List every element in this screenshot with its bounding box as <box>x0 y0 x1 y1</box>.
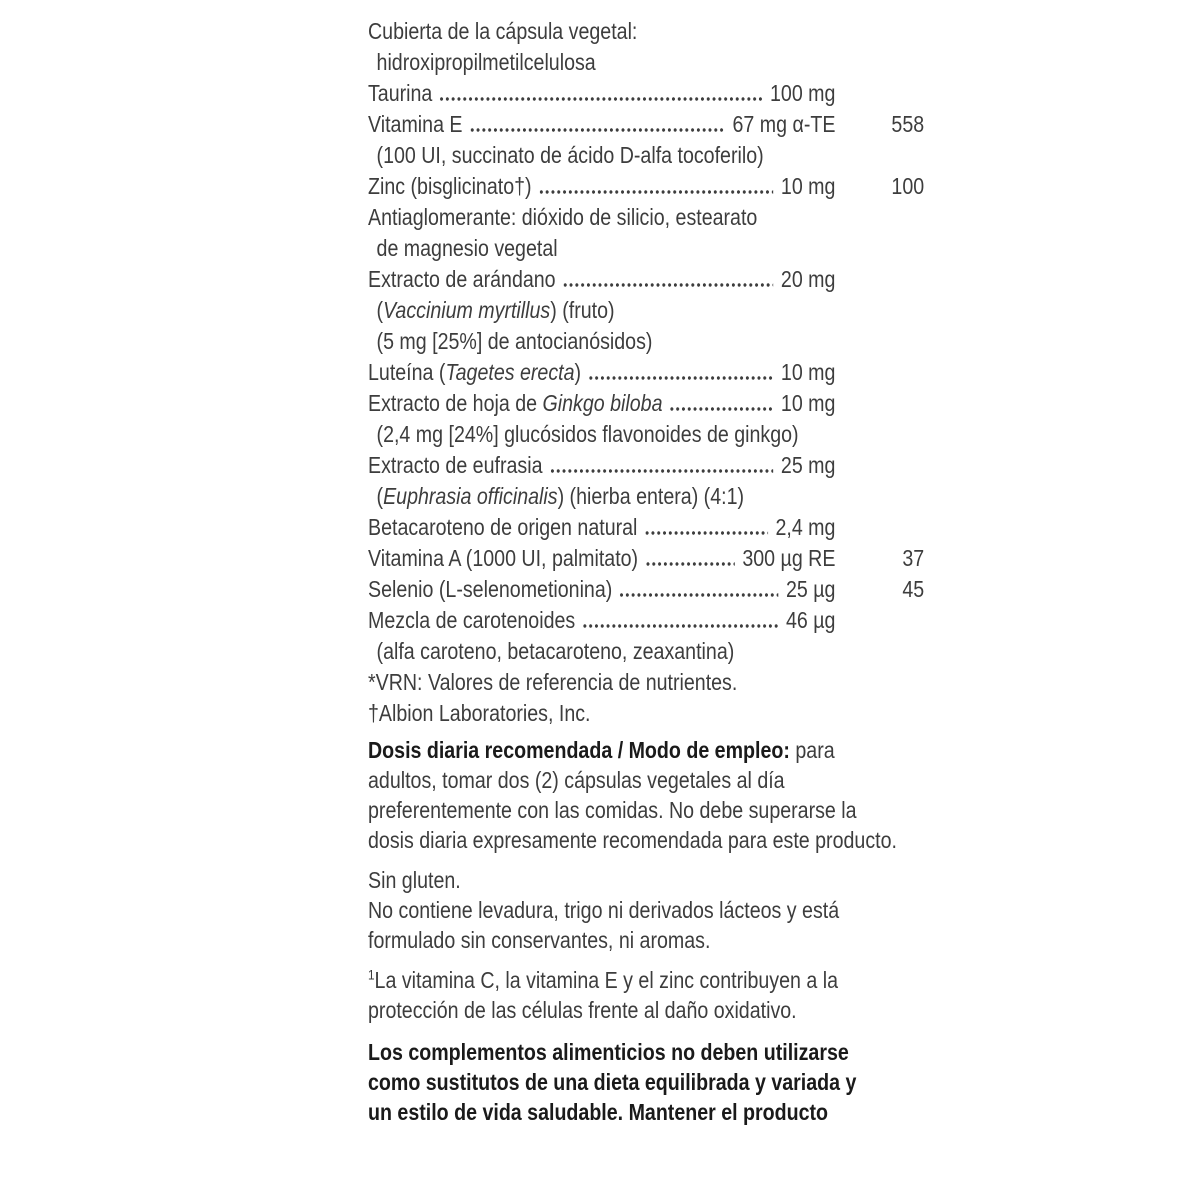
dotted-leader <box>646 562 735 566</box>
regular-text: adultos, tomar dos (2) cápsulas vegetales al día <box>368 767 785 793</box>
ingredient-name-text: hidroxipropilmetilcelulosa <box>376 49 596 75</box>
ingredient-name <box>377 140 764 171</box>
regular-text: preferentemente con las comidas. No debe superarse la <box>368 797 857 823</box>
bold-text: Los complementos alimenticios no deben utilizarse <box>368 1039 849 1065</box>
text-line <box>368 1067 924 1097</box>
species-name: Euphrasia officinalis <box>383 483 558 509</box>
ingredient-row <box>368 388 924 419</box>
ingredient-row <box>368 202 924 233</box>
supplement-label <box>368 16 924 1127</box>
text-line <box>368 995 924 1025</box>
footnote-paragraph <box>368 965 924 1025</box>
ingredient-name-text: Betacaroteno de origen natural <box>368 514 638 540</box>
ingredient-name-text: ( <box>376 483 384 509</box>
ingredient-row <box>368 481 924 512</box>
ingredient-name <box>377 419 799 450</box>
warning-paragraph <box>368 1037 924 1127</box>
bold-text: como sustitutos de una dieta equilibrada y variada y <box>368 1069 857 1095</box>
ingredient-name <box>377 481 744 512</box>
ingredient-amount: 46 µg <box>785 607 836 633</box>
ingredient-name <box>377 326 653 357</box>
ingredient-row <box>368 16 924 47</box>
dotted-leader <box>550 469 773 473</box>
footnote-marker: 1 <box>368 967 375 983</box>
ingredient-amount: 2,4 mg <box>775 514 836 540</box>
text-line <box>368 1037 924 1067</box>
regular-text: dosis diaria expresamente recomendada para este producto. <box>368 827 897 853</box>
ingredient-name <box>377 295 615 326</box>
ingredient-amount: 10 mg <box>780 359 836 385</box>
dotted-leader <box>589 376 773 380</box>
text-line <box>368 735 924 765</box>
ingredient-name <box>368 543 638 574</box>
species-name: Vaccinium myrtillus <box>383 297 551 323</box>
ingredient-name <box>368 512 637 543</box>
ingredient-row <box>368 47 924 78</box>
regular-text: protección de las células frente al daño oxidativo. <box>368 997 797 1023</box>
ingredient-name-text: Extracto de hoja de <box>368 390 543 416</box>
ingredient-name-text: Zinc (bisglicinato†) <box>368 173 532 199</box>
ingredient-name <box>368 574 612 605</box>
species-name: Tagetes erecta <box>445 359 575 385</box>
ingredient-vrn-value: 558 <box>891 111 925 137</box>
ingredient-name-text: Extracto de eufrasia <box>368 452 543 478</box>
ingredient-name <box>368 202 757 233</box>
text-line <box>368 925 924 955</box>
ingredient-name <box>368 450 542 481</box>
allergen-paragraph <box>368 865 924 955</box>
ingredient-amount: 10 mg <box>780 173 836 199</box>
ingredient-row <box>368 419 924 450</box>
ingredient-amount: 300 µg RE <box>742 545 836 571</box>
ingredient-name-text: (100 UI, succinato de ácido D-alfa tocoferilo) <box>376 142 764 168</box>
ingredient-name-text: †Albion Laboratories, Inc. <box>368 700 591 726</box>
ingredient-name-text: de magnesio vegetal <box>376 235 558 261</box>
ingredient-vrn-value: 100 <box>891 173 925 199</box>
ingredient-name <box>368 388 662 419</box>
ingredient-row <box>368 698 924 729</box>
ingredient-name <box>377 47 596 78</box>
ingredient-name <box>368 171 532 202</box>
dotted-leader <box>645 531 768 535</box>
bold-text: Dosis diaria recomendada / Modo de empleo: <box>368 737 790 763</box>
ingredient-amount: 10 mg <box>780 390 836 416</box>
ingredient-row <box>368 512 924 543</box>
text-line <box>368 825 924 855</box>
ingredient-row <box>368 636 924 667</box>
ingredient-name-text: Mezcla de carotenoides <box>368 607 576 633</box>
ingredient-name-text: Extracto de arándano <box>368 266 556 292</box>
ingredient-name <box>368 605 575 636</box>
ingredient-name <box>368 698 590 729</box>
ingredient-vrn-value: 37 <box>902 545 925 571</box>
ingredient-table <box>368 16 924 729</box>
text-line <box>368 765 924 795</box>
ingredient-name <box>368 109 463 140</box>
ingredient-name <box>377 233 558 264</box>
ingredient-row <box>368 357 924 388</box>
dosage-paragraph <box>368 735 924 855</box>
text-line <box>368 1097 924 1127</box>
dotted-leader <box>670 407 773 411</box>
ingredient-name-text: Cubierta de la cápsula vegetal: <box>368 18 638 44</box>
text-line <box>368 965 924 995</box>
ingredient-row <box>368 109 924 140</box>
text-line <box>368 895 924 925</box>
ingredient-row <box>368 326 924 357</box>
dotted-leader <box>470 128 725 132</box>
ingredient-name-text: Vitamina E <box>368 111 463 137</box>
regular-text: formulado sin conservantes, ni aromas. <box>368 927 711 953</box>
ingredient-name <box>368 78 432 109</box>
regular-text: No contiene levadura, trigo ni derivados lácteos y está <box>368 897 840 923</box>
bold-text: un estilo de vida saludable. Mantener el producto <box>368 1099 829 1125</box>
ingredient-row <box>368 264 924 295</box>
regular-text: Sin gluten. <box>368 867 461 893</box>
ingredient-row <box>368 574 924 605</box>
dotted-leader <box>583 624 778 628</box>
ingredient-name-text: Selenio (L-selenometionina) <box>368 576 613 602</box>
ingredient-name-text: ) <box>574 359 582 385</box>
ingredient-amount: 25 mg <box>780 452 836 478</box>
text-line <box>368 865 924 895</box>
ingredient-name-text: Taurina <box>368 80 433 106</box>
ingredient-row <box>368 140 924 171</box>
ingredient-name-text: Luteína ( <box>368 359 446 385</box>
text-line <box>368 795 924 825</box>
ingredient-name <box>368 357 581 388</box>
ingredient-name-text: ( <box>376 297 384 323</box>
ingredient-amount: 20 mg <box>780 266 836 292</box>
ingredient-row <box>368 667 924 698</box>
ingredient-vrn-value: 45 <box>902 576 925 602</box>
ingredient-amount: 25 µg <box>785 576 836 602</box>
ingredient-name <box>368 264 556 295</box>
ingredient-row <box>368 171 924 202</box>
ingredient-row <box>368 450 924 481</box>
ingredient-amount: 100 mg <box>770 80 836 106</box>
ingredient-name-text: ) (fruto) <box>550 297 615 323</box>
regular-text: La vitamina C, la vitamina E y el zinc contribuyen a la <box>374 967 839 993</box>
dotted-leader <box>620 593 778 597</box>
ingredient-name <box>377 636 735 667</box>
ingredient-name-text: (5 mg [25%] de antocianósidos) <box>376 328 653 354</box>
ingredient-name <box>368 667 737 698</box>
regular-text: para <box>789 737 835 763</box>
ingredient-row <box>368 605 924 636</box>
ingredient-row <box>368 233 924 264</box>
ingredient-name-text: *VRN: Valores de referencia de nutrientes. <box>368 669 738 695</box>
ingredient-row <box>368 543 924 574</box>
ingredient-row <box>368 295 924 326</box>
species-name: Ginkgo biloba <box>542 390 663 416</box>
dotted-leader <box>440 97 762 101</box>
ingredient-name <box>368 16 637 47</box>
ingredient-name-text: (alfa caroteno, betacaroteno, zeaxantina) <box>376 638 735 664</box>
ingredient-name-text: Vitamina A (1000 UI, palmitato) <box>368 545 639 571</box>
dotted-leader <box>539 190 773 194</box>
ingredient-name-text: ) (hierba entera) (4:1) <box>557 483 745 509</box>
dotted-leader <box>563 283 773 287</box>
ingredient-amount: 67 mg α-TE <box>732 111 836 137</box>
ingredient-row <box>368 78 924 109</box>
ingredient-name-text: (2,4 mg [24%] glucósidos flavonoides de ginkgo) <box>376 421 799 447</box>
ingredient-name-text: Antiaglomerante: dióxido de silicio, estearato <box>368 204 758 230</box>
